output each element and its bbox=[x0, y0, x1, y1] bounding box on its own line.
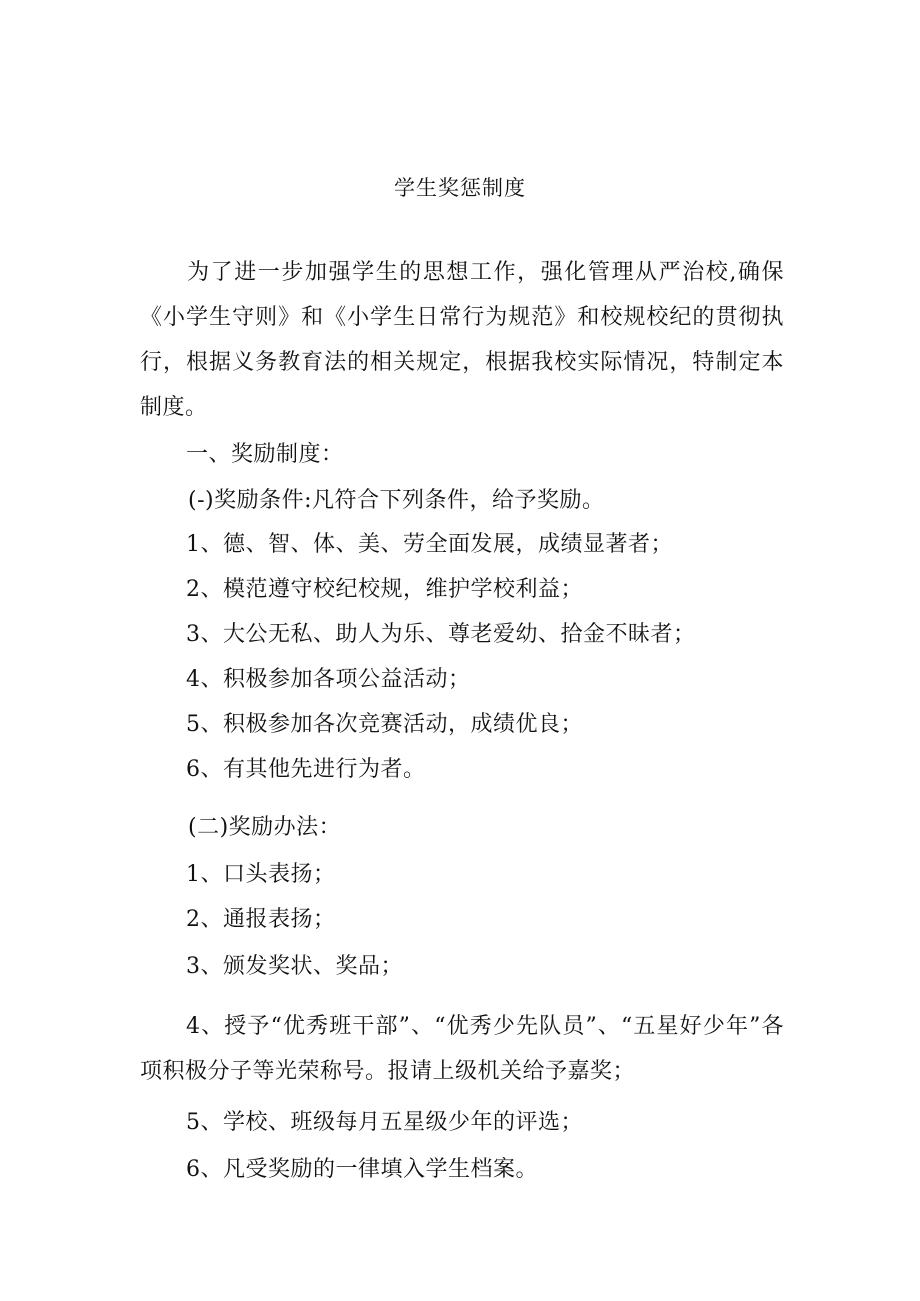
section-heading-rewards: 一、奖励制度： bbox=[186, 442, 344, 467]
method-item: 4、授予“优秀班干部”、“优秀少先队员”、“五星好少年”各项积极分子等光荣称号。报请上级机关给予嘉奖； bbox=[140, 1014, 784, 1084]
condition-item: 4、积极参加各项公益活动； bbox=[186, 667, 471, 692]
method-item: 1、口头表扬； bbox=[186, 862, 336, 887]
condition-item: 2、模范遵守校纪校规，维护学校利益； bbox=[186, 577, 583, 602]
method-item: 3、颁发奖状、奖品； bbox=[186, 954, 403, 979]
intro-paragraph bbox=[140, 250, 784, 430]
method-item: 6、凡受奖励的一律填入学生档案。 bbox=[186, 1157, 538, 1182]
method-item: 2、通报表扬； bbox=[186, 907, 336, 932]
method-item-paragraph bbox=[140, 1004, 784, 1094]
intro-text: 为了进一步加强学生的思想工作，强化管理从严治校,确保《小学生守则》和《小学生日常行为规范》和校规校纪的贯彻执行，根据义务教育法的相关规定，根据我校实际情况，特制定本制度。 bbox=[140, 260, 784, 420]
condition-item: 1、德、智、体、美、劳全面发展，成绩显著者； bbox=[186, 532, 673, 557]
document-title: 学生奖惩制度 bbox=[394, 176, 526, 200]
subheading-methods: (二)奖励办法： bbox=[188, 815, 342, 840]
condition-item: 6、有其他先进行为者。 bbox=[186, 757, 426, 782]
subheading-conditions: (-)奖励条件:凡符合下列条件，给予奖励。 bbox=[188, 488, 605, 513]
method-item: 5、学校、班级每月五星级少年的评选； bbox=[186, 1110, 583, 1135]
condition-item: 3、大公无私、助人为乐、尊老爱幼、拾金不昧者； bbox=[186, 622, 696, 647]
condition-item: 5、积极参加各次竞赛活动，成绩优良； bbox=[186, 712, 583, 737]
